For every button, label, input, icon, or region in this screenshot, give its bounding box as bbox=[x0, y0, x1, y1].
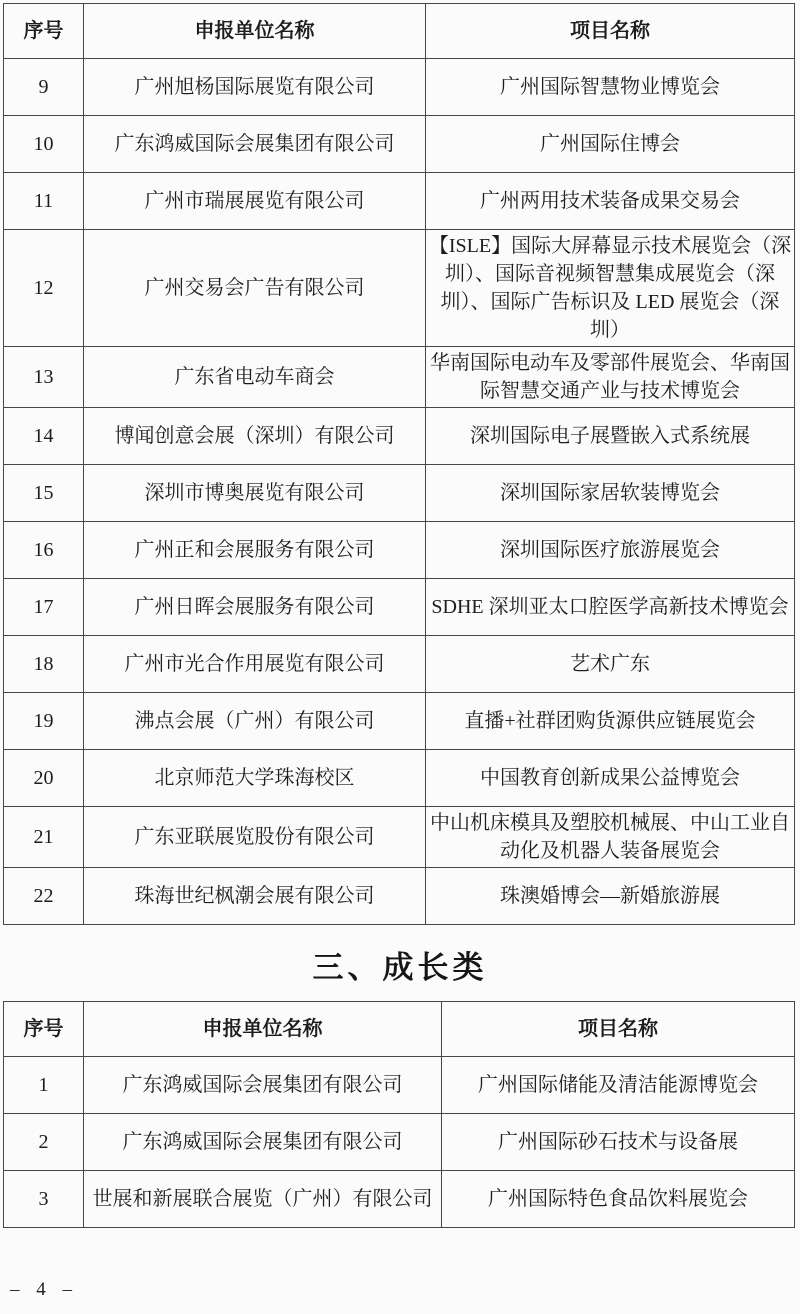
table-row bbox=[4, 1057, 795, 1114]
cell-no: 14 bbox=[4, 408, 84, 465]
cell-project: 广州两用技术装备成果交易会 bbox=[426, 173, 795, 230]
cell-project: 广州国际特色食品饮料展览会 bbox=[442, 1171, 795, 1228]
table-row bbox=[4, 173, 795, 230]
cell-no: 21 bbox=[4, 807, 84, 868]
cell-unit: 广州旭杨国际展览有限公司 bbox=[84, 59, 426, 116]
cell-unit: 广东亚联展览股份有限公司 bbox=[84, 807, 426, 868]
column-header-unit: 申报单位名称 bbox=[84, 4, 426, 59]
table-row bbox=[4, 1171, 795, 1228]
cell-no: 18 bbox=[4, 636, 84, 693]
table-row bbox=[4, 868, 795, 925]
cell-project: 直播+社群团购货源供应链展览会 bbox=[426, 693, 795, 750]
cell-no: 12 bbox=[4, 230, 84, 347]
cell-unit: 珠海世纪枫潮会展有限公司 bbox=[84, 868, 426, 925]
table-row bbox=[4, 807, 795, 868]
cell-unit: 广州日晖会展服务有限公司 bbox=[84, 579, 426, 636]
table-row bbox=[4, 522, 795, 579]
cell-project: 广州国际智慧物业博览会 bbox=[426, 59, 795, 116]
cell-no: 19 bbox=[4, 693, 84, 750]
column-header-no: 序号 bbox=[4, 1002, 84, 1057]
cell-project: 广州国际砂石技术与设备展 bbox=[442, 1114, 795, 1171]
cell-project: 广州国际储能及清洁能源博览会 bbox=[442, 1057, 795, 1114]
table-row bbox=[4, 347, 795, 408]
table-row bbox=[4, 750, 795, 807]
column-header-no: 序号 bbox=[4, 4, 84, 59]
cell-project: 【ISLE】国际大屏幕显示技术展览会（深圳）、国际音视频智慧集成展览会（深圳）、国际广告标识及 LED 展览会（深圳） bbox=[426, 230, 795, 347]
section-title-growth-category: 三、成长类 bbox=[312, 950, 488, 985]
cell-project: 艺术广东 bbox=[426, 636, 795, 693]
cell-project: 广州国际住博会 bbox=[426, 116, 795, 173]
cell-unit: 博闻创意会展（深圳）有限公司 bbox=[84, 408, 426, 465]
column-header-project: 项目名称 bbox=[442, 1002, 795, 1057]
cell-unit: 广东省电动车商会 bbox=[84, 347, 426, 408]
cell-project: 深圳国际电子展暨嵌入式系统展 bbox=[426, 408, 795, 465]
cell-unit: 北京师范大学珠海校区 bbox=[84, 750, 426, 807]
cell-no: 13 bbox=[4, 347, 84, 408]
column-header-project: 项目名称 bbox=[426, 4, 795, 59]
exhibition-table-continued bbox=[3, 3, 795, 925]
table-row bbox=[4, 59, 795, 116]
cell-no: 3 bbox=[4, 1171, 84, 1228]
column-header-unit: 申报单位名称 bbox=[84, 1002, 442, 1057]
cell-unit: 世展和新展联合展览（广州）有限公司 bbox=[84, 1171, 442, 1228]
exhibition-table-growth-category bbox=[3, 1001, 795, 1228]
cell-no: 2 bbox=[4, 1114, 84, 1171]
cell-project: 华南国际电动车及零部件展览会、华南国际智慧交通产业与技术博览会 bbox=[426, 347, 795, 408]
table-row bbox=[4, 636, 795, 693]
cell-unit: 广州交易会广告有限公司 bbox=[84, 230, 426, 347]
table-row bbox=[4, 116, 795, 173]
cell-project: 中山机床模具及塑胶机械展、中山工业自动化及机器人装备展览会 bbox=[426, 807, 795, 868]
cell-project: SDHE 深圳亚太口腔医学高新技术博览会 bbox=[426, 579, 795, 636]
cell-project: 珠澳婚博会—新婚旅游展 bbox=[426, 868, 795, 925]
cell-no: 11 bbox=[4, 173, 84, 230]
cell-unit: 深圳市博奥展览有限公司 bbox=[84, 465, 426, 522]
cell-unit: 广东鸿威国际会展集团有限公司 bbox=[84, 1057, 442, 1114]
cell-unit: 广东鸿威国际会展集团有限公司 bbox=[84, 1114, 442, 1171]
cell-project: 中国教育创新成果公益博览会 bbox=[426, 750, 795, 807]
page-number: – 4 – bbox=[10, 1279, 78, 1300]
table-row bbox=[4, 693, 795, 750]
cell-unit: 广州正和会展服务有限公司 bbox=[84, 522, 426, 579]
table-row bbox=[4, 579, 795, 636]
cell-unit: 广州市光合作用展览有限公司 bbox=[84, 636, 426, 693]
cell-no: 10 bbox=[4, 116, 84, 173]
cell-unit: 广州市瑞展展览有限公司 bbox=[84, 173, 426, 230]
table-row bbox=[4, 230, 795, 347]
table-row bbox=[4, 465, 795, 522]
cell-unit: 沸点会展（广州）有限公司 bbox=[84, 693, 426, 750]
cell-no: 1 bbox=[4, 1057, 84, 1114]
cell-no: 16 bbox=[4, 522, 84, 579]
table-header-row bbox=[4, 1002, 795, 1057]
cell-project: 深圳国际医疗旅游展览会 bbox=[426, 522, 795, 579]
cell-project: 深圳国际家居软装博览会 bbox=[426, 465, 795, 522]
table-row bbox=[4, 408, 795, 465]
cell-unit: 广东鸿威国际会展集团有限公司 bbox=[84, 116, 426, 173]
cell-no: 9 bbox=[4, 59, 84, 116]
cell-no: 22 bbox=[4, 868, 84, 925]
table-row bbox=[4, 1114, 795, 1171]
cell-no: 17 bbox=[4, 579, 84, 636]
table-header-row bbox=[4, 4, 795, 59]
cell-no: 15 bbox=[4, 465, 84, 522]
cell-no: 20 bbox=[4, 750, 84, 807]
